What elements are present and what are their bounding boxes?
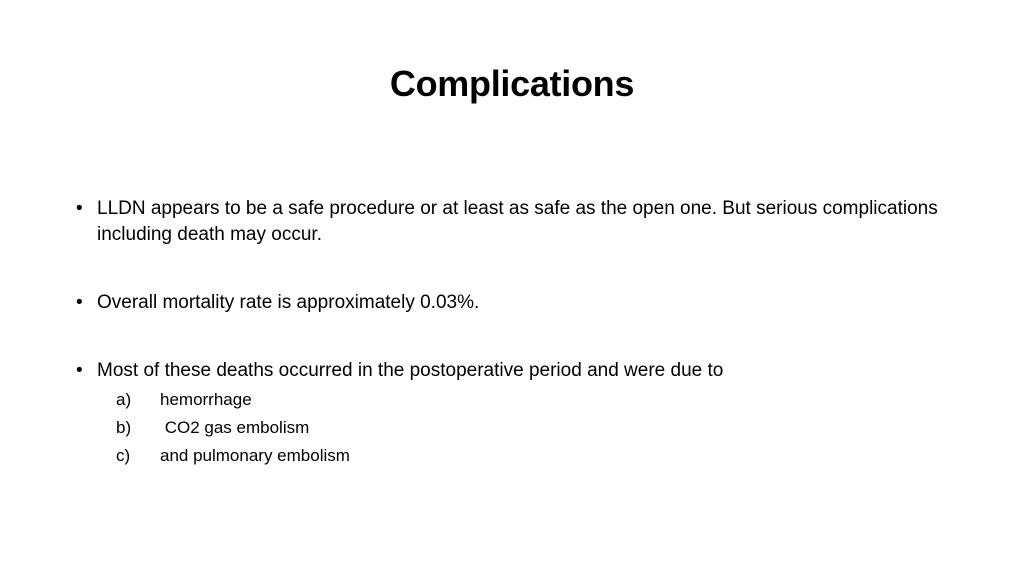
sub-list-text: CO2 gas embolism bbox=[160, 418, 310, 437]
slide-content bbox=[76, 196, 956, 470]
bullet-item bbox=[76, 196, 956, 248]
bullet-dot-icon: • bbox=[76, 360, 83, 381]
sub-list-text: hemorrhage bbox=[160, 390, 252, 409]
slide-title: Complications bbox=[389, 63, 635, 104]
bullet-text: LLDN appears to be a safe procedure or at least as safe as the open one. But serious complications including death may occur. bbox=[97, 198, 938, 245]
sub-list-text: and pulmonary embolism bbox=[160, 446, 350, 465]
bullet-text: Overall mortality rate is approximately 0.03%. bbox=[97, 292, 480, 313]
sub-list-marker: b) bbox=[116, 418, 132, 437]
bullet-item bbox=[76, 290, 956, 316]
bullet-dot-icon: • bbox=[76, 292, 83, 313]
bullet-text: Most of these deaths occurred in the postoperative period and were due to bbox=[97, 360, 724, 381]
sub-list-item bbox=[76, 442, 956, 470]
bullet-dot-icon: • bbox=[76, 198, 83, 219]
sub-list bbox=[76, 386, 956, 470]
sub-list-item bbox=[76, 414, 956, 442]
sub-list-marker: c) bbox=[116, 446, 131, 465]
sub-list-item bbox=[76, 386, 956, 414]
bullet-item bbox=[76, 358, 956, 384]
sub-list-marker: a) bbox=[116, 390, 132, 409]
